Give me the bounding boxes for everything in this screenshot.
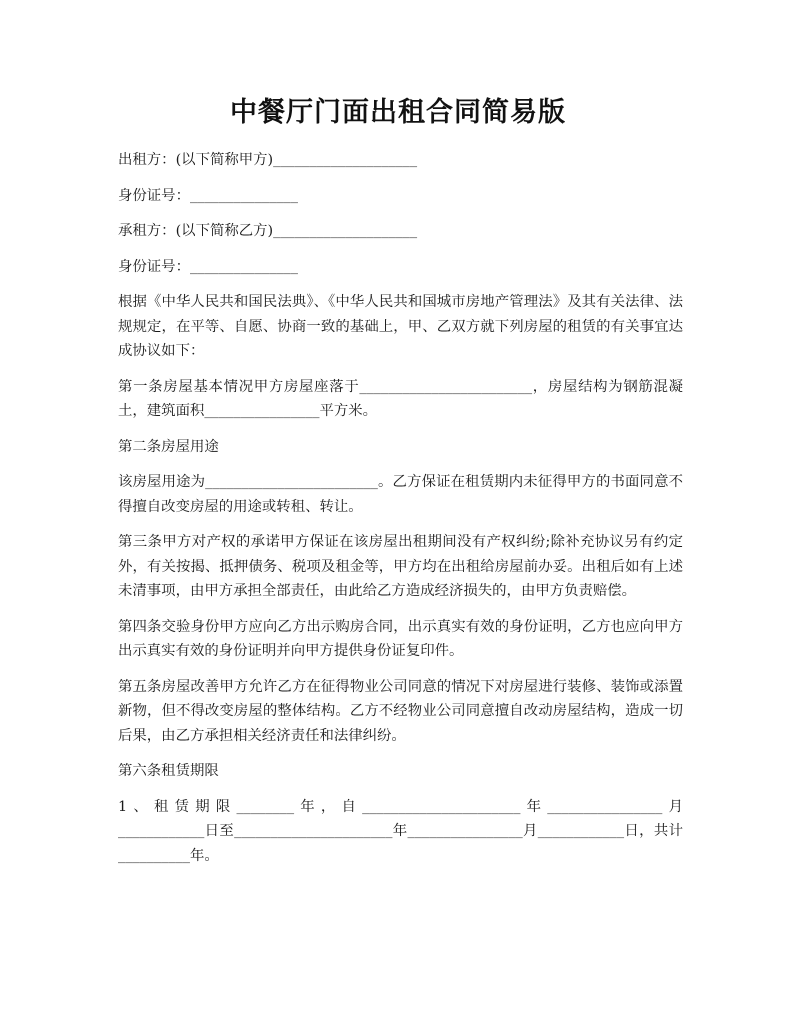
document-title: 中餐厅门面出租合同简易版 (230, 97, 566, 128)
article-6-heading: 第六条租赁期限 (118, 763, 219, 779)
lessee-line: 承租方：(以下简称乙方)____________________ (118, 223, 418, 239)
article-3-paragraph: 第三条甲方对产权的承诺甲方保证在该房屋出租期间没有产权纠纷;除补充协议另有约定外，有关按揭、抵押债务、税项及租金等，甲方均在出租给房屋前办妥。出租后如有上述未清事项，由甲方承担全部责任，由此给乙方造成经济损失的，由甲方负责赔偿。 (118, 534, 683, 599)
article-2-heading: 第二条房屋用途 (118, 438, 219, 455)
article-5-paragraph: 第五条房屋改善甲方允许乙方在征得物业公司同意的情况下对房屋进行装修、装饰或添置新物，但不得改变房屋的整体结构。乙方不经物业公司同意擅自改动房屋结构，造成一切后果，由乙方承担相关经济责任和法律纠纷。 (118, 678, 683, 744)
article-4-paragraph: 第四条交验身份甲方应向乙方出示购房合同，出示真实有效的身份证明，乙方也应向甲方出示真实有效的身份证明并向甲方提供身份证复印件。 (118, 618, 683, 659)
document-body (118, 148, 683, 879)
lessee-id-line: 身份证号：_______________ (118, 258, 298, 275)
preamble-paragraph: 根据《中华人民共和国民法典》、《中华人民共和国城市房地产管理法》及其有关法律、法规规定，在平等、自愿、协商一致的基础上，甲、乙双方就下列房屋的租赁的有关事宜达成协议如下： (118, 294, 683, 359)
article-2-paragraph: 该房屋用途为________________________。乙方保证在租赁期内未征得甲方的书面同意不得擅自改变房屋的用途或转租、转让。 (118, 474, 683, 515)
lessor-line: 出租方：(以下简称甲方)____________________ (118, 152, 418, 168)
article-1-paragraph: 第一条房屋基本情况甲方房屋座落于________________________，房屋结构为钢筋混凝土，建筑面积________________平方米。 (118, 378, 683, 419)
lessor-id-line: 身份证号：_______________ (118, 187, 298, 204)
article-6-clause-1: 1、租赁期限________年，自______________________年________________月____________日至______________________年________________月____________日，共计__________年。 (118, 798, 683, 864)
